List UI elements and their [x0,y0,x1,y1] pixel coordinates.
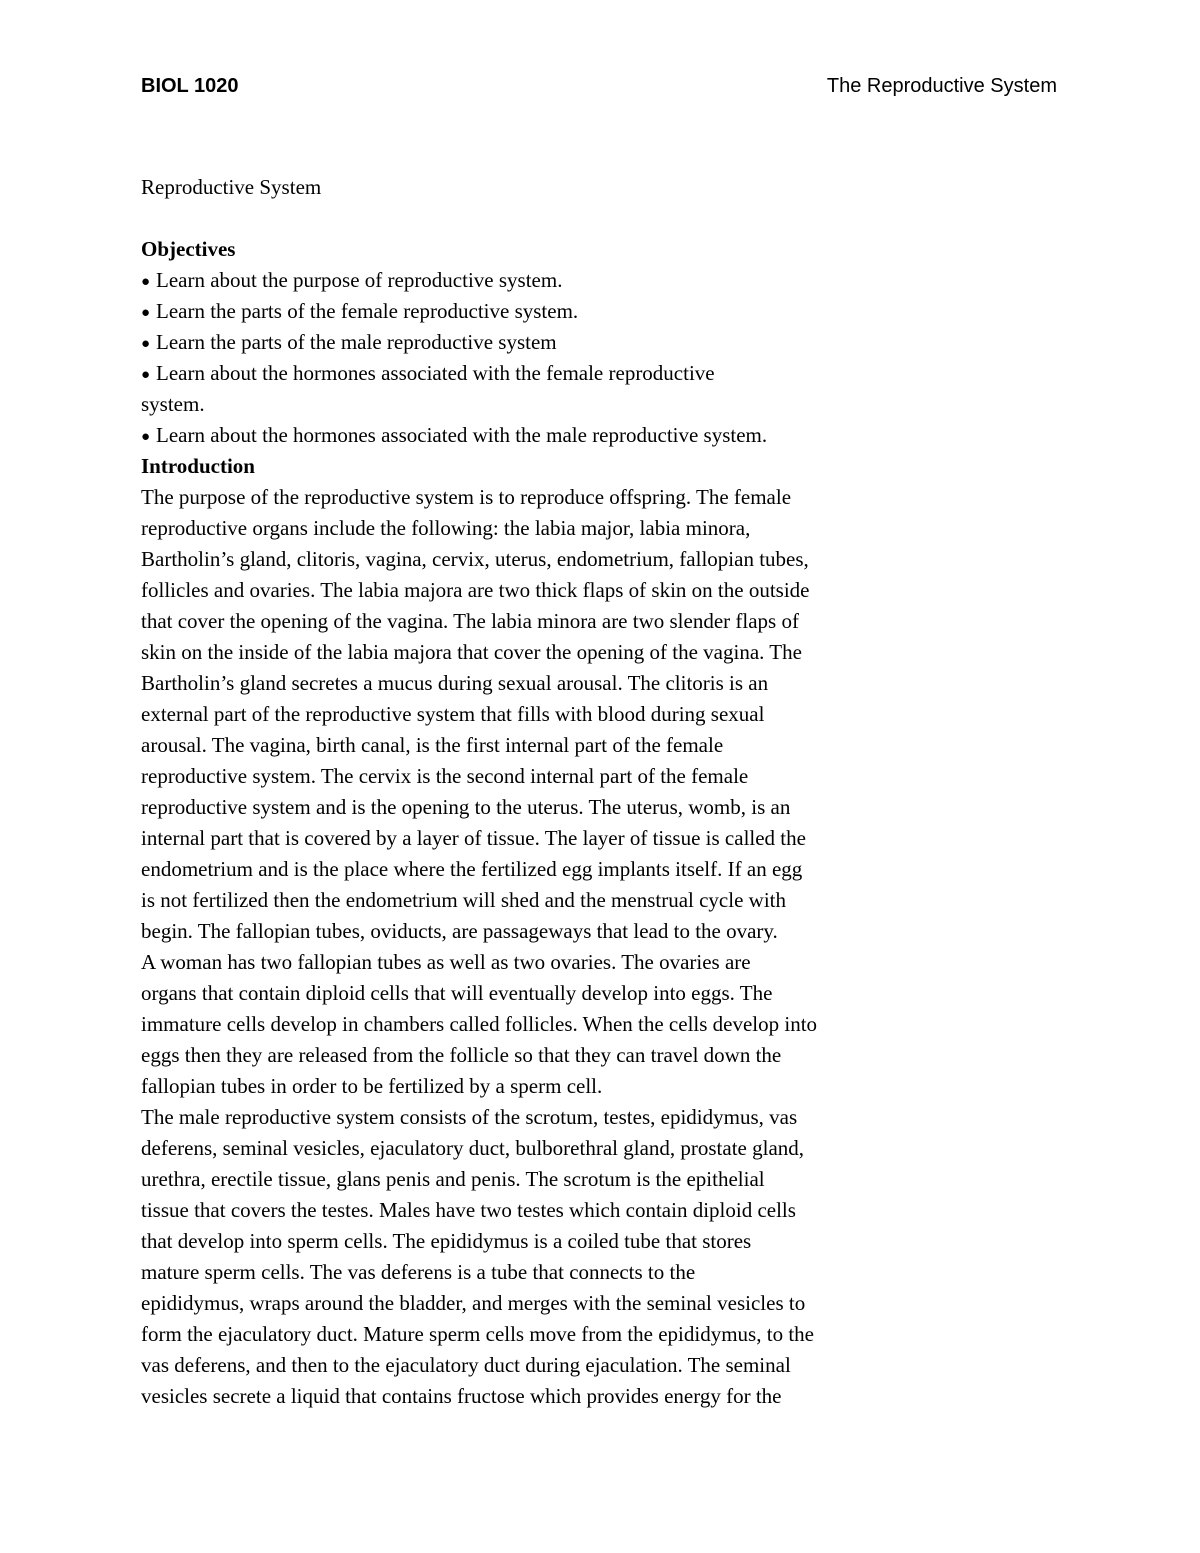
text-line: reproductive system and is the opening to the uterus. The uterus, womb, is an [141,795,791,819]
text-line: tissue that covers the testes. Males have two testes which contain diploid cells [141,1198,796,1222]
text-line: internal part that is covered by a layer of tissue. The layer of tissue is called the [141,826,806,850]
bullet-icon: ● [141,305,151,321]
text-line: immature cells develop in chambers called follicles. When the cells develop into [141,1012,818,1036]
objective-item: ● Learn the parts of the male reproductive system [141,327,817,358]
text-line: A woman has two fallopian tubes as well as two ovaries. The ovaries are [141,950,751,974]
text-line: follicles and ovaries. The labia majora are two thick flaps of skin on the outside [141,578,810,602]
text-line: that cover the opening of the vagina. The labia minora are two slender flaps of [141,609,799,633]
bullet-icon: ● [141,274,151,290]
text-line: urethra, erectile tissue, glans penis and penis. The scrotum is the epithelial [141,1167,765,1191]
document-title: Reproductive System [141,175,322,199]
text-line: organs that contain diploid cells that will eventually develop into eggs. The [141,981,773,1005]
text-line: The purpose of the reproductive system is to reproduce offspring. The female [141,485,792,509]
text-line: external part of the reproductive system that fills with blood during sexual [141,702,765,726]
text-line: deferens, seminal vesicles, ejaculatory duct, bulborethral gland, prostate gland, [141,1136,805,1160]
objective-item: ● Learn about the hormones associated with the male reproductive system. [141,420,817,451]
course-code: BIOL 1020 [141,75,239,97]
introduction-text [141,482,817,1412]
objective-item: ● Learn the parts of the female reproductive system. [141,296,817,327]
text-line: eggs then they are released from the follicle so that they can travel down the [141,1043,782,1067]
text-line: that develop into sperm cells. The epididymus is a coiled tube that stores [141,1229,752,1253]
objective-item: ● Learn about the hormones associated with the female reproductive [141,358,817,389]
text-line: Bartholin’s gland secretes a mucus during sexual arousal. The clitoris is an [141,671,769,695]
text-line: form the ejaculatory duct. Mature sperm cells move from the epididymus, to the [141,1322,814,1346]
text-line: endometrium and is the place where the fertilized egg implants itself. If an egg [141,857,803,881]
text-line: skin on the inside of the labia majora that cover the opening of the vagina. The [141,640,802,664]
text-line: fallopian tubes in order to be fertilized by a sperm cell. [141,1074,603,1098]
document-body [141,234,817,1412]
text-line: is not fertilized then the endometrium will shed and the menstrual cycle with [141,888,786,912]
bullet-icon: ● [141,367,151,383]
text-line: begin. The fallopian tubes, oviducts, are passageways that lead to the ovary. [141,919,778,943]
text-line: reproductive system. The cervix is the second internal part of the female [141,764,749,788]
text-line: The male reproductive system consists of the scrotum, testes, epididymus, vas [141,1105,798,1129]
header-topic: The Reproductive System [826,75,1057,97]
text-line: mature sperm cells. The vas deferens is a tube that connects to the [141,1260,696,1284]
text-line: vas deferens, and then to the ejaculatory duct during ejaculation. The seminal [141,1353,791,1377]
objective-item-continuation: system. [141,392,205,416]
bullet-icon: ● [141,429,151,445]
text-line: epididymus, wraps around the bladder, and merges with the seminal vesicles to [141,1291,806,1315]
objectives-heading: Objectives [141,237,236,261]
bullet-icon: ● [141,336,151,352]
text-line: arousal. The vagina, birth canal, is the first internal part of the female [141,733,724,757]
text-line: Bartholin’s gland, clitoris, vagina, cervix, uterus, endometrium, fallopian tubes, [141,547,809,571]
objective-item: ● Learn about the purpose of reproductive system. [141,265,817,296]
introduction-heading: Introduction [141,454,255,478]
text-line: vesicles secrete a liquid that contains fructose which provides energy for the [141,1384,782,1408]
text-line: reproductive organs include the following: the labia major, labia minora, [141,516,751,540]
